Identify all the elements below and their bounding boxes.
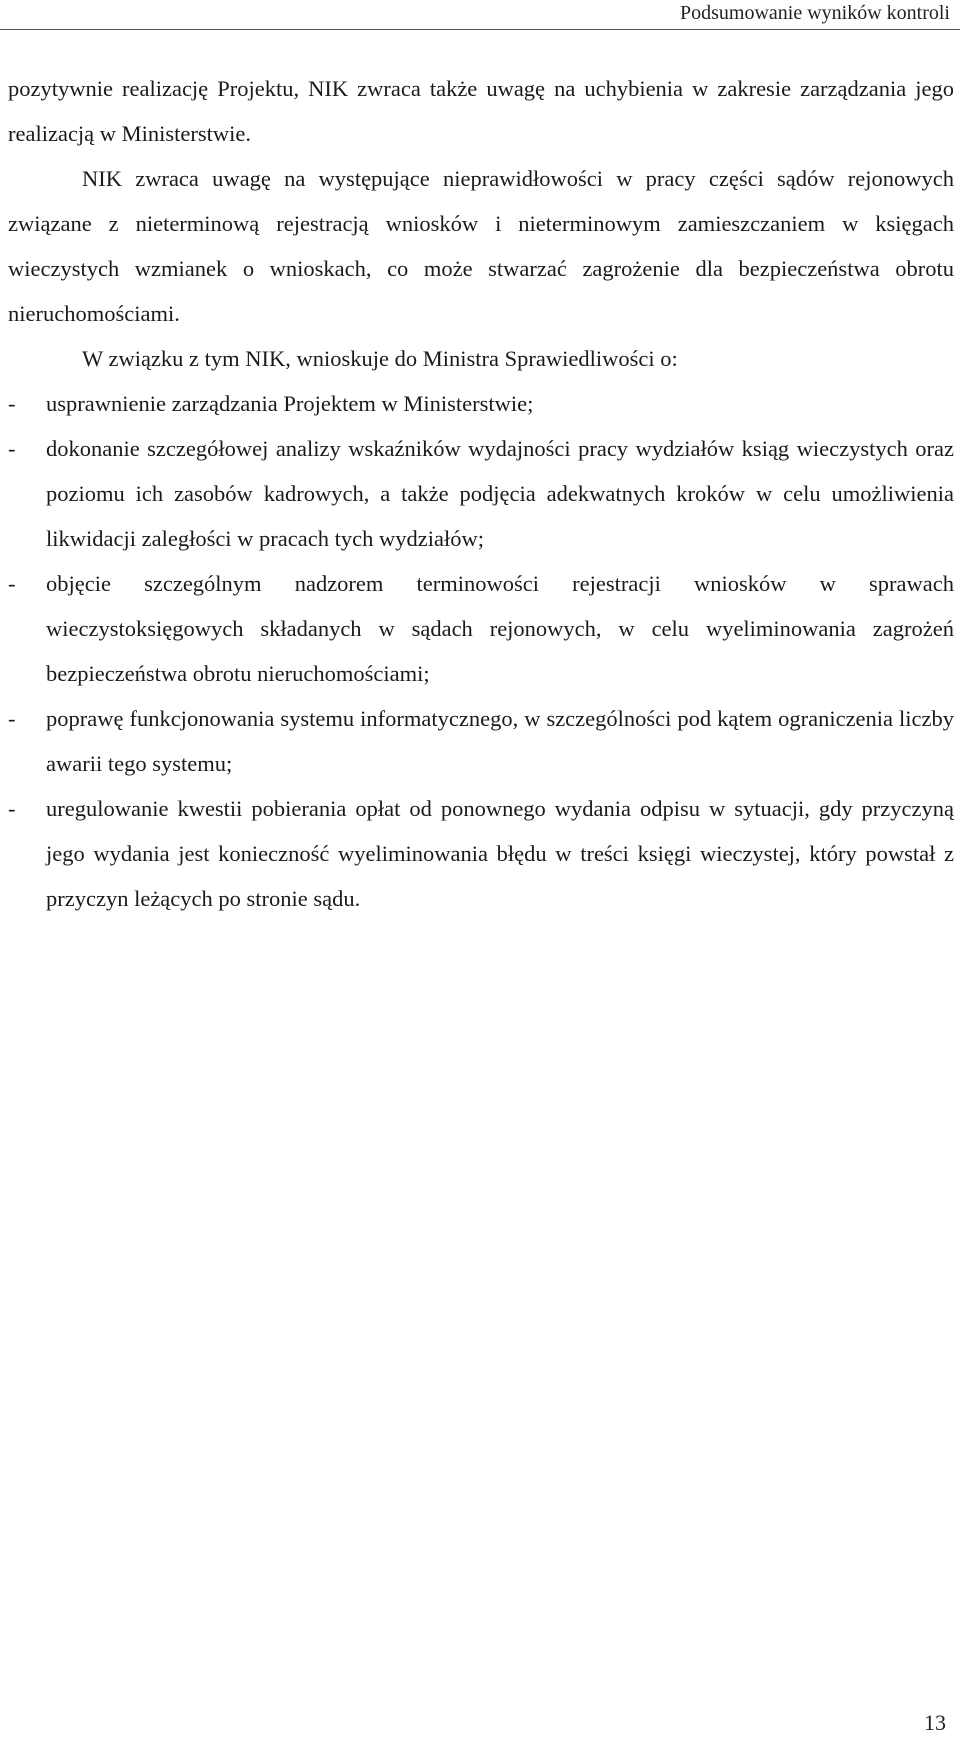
document-body [8,66,954,921]
recommendation-text: poprawę funkcjonowania systemu informatycznego, w szczególności pod kątem ograniczenia liczby awarii tego systemu; [46,706,954,776]
paragraph-recommendations-intro: W związku z tym NIK, wnioskuje do Ministra Sprawiedliwości o: [82,346,678,371]
list-marker: - [8,571,16,596]
recommendations-list [8,381,954,921]
recommendation-item [8,381,954,426]
recommendation-item [8,786,954,921]
list-marker: - [8,796,16,821]
list-marker: - [8,706,16,731]
running-header: Podsumowanie wyników kontroli [680,2,950,24]
header-rule [0,29,960,30]
recommendation-item [8,426,954,561]
list-marker: - [8,436,16,461]
recommendation-text: uregulowanie kwestii pobierania opłat od ponownego wydania odpisu w sytuacji, gdy przyczyną jego wydania jest konieczność wyeliminowania błędu w treści księgi wieczystej, który powstał z przyczyn leżących po stronie sądu. [46,796,954,911]
recommendation-text: usprawnienie zarządzania Projektem w Ministerstwie; [46,391,534,416]
recommendation-text: dokonanie szczegółowej analizy wskaźników wydajności pracy wydziałów ksiąg wieczystych oraz poziomu ich zasobów kadrowych, a także podjęcia adekwatnych kroków w celu umożliwienia likwidacji zaległości w pracach tych wydziałów; [46,436,954,551]
recommendation-item [8,561,954,696]
paragraph-irregularities: NIK zwraca uwagę na występujące nieprawidłowości w pracy części sądów rejonowych związane z nieterminową rejestracją wniosków i nieterminowym zamieszczaniem w księgach wieczystych wzmianek o wnioskach, co może stwarzać zagrożenie dla bezpieczeństwa obrotu nieruchomościami. [8,166,954,326]
list-marker: - [8,391,16,416]
recommendation-text: objęcie szczególnym nadzorem terminowości rejestracji wniosków w sprawach wieczystoksięgowych składanych w sądach rejonowych, w celu wyeliminowania zagrożeń bezpieczeństwa obrotu nieruchomościami; [46,571,954,686]
recommendation-item [8,696,954,786]
paragraph-continuation: pozytywnie realizację Projektu, NIK zwraca także uwagę na uchybienia w zakresie zarządzania jego realizacją w Ministerstwie. [8,76,954,146]
page-number: 13 [924,1710,946,1735]
